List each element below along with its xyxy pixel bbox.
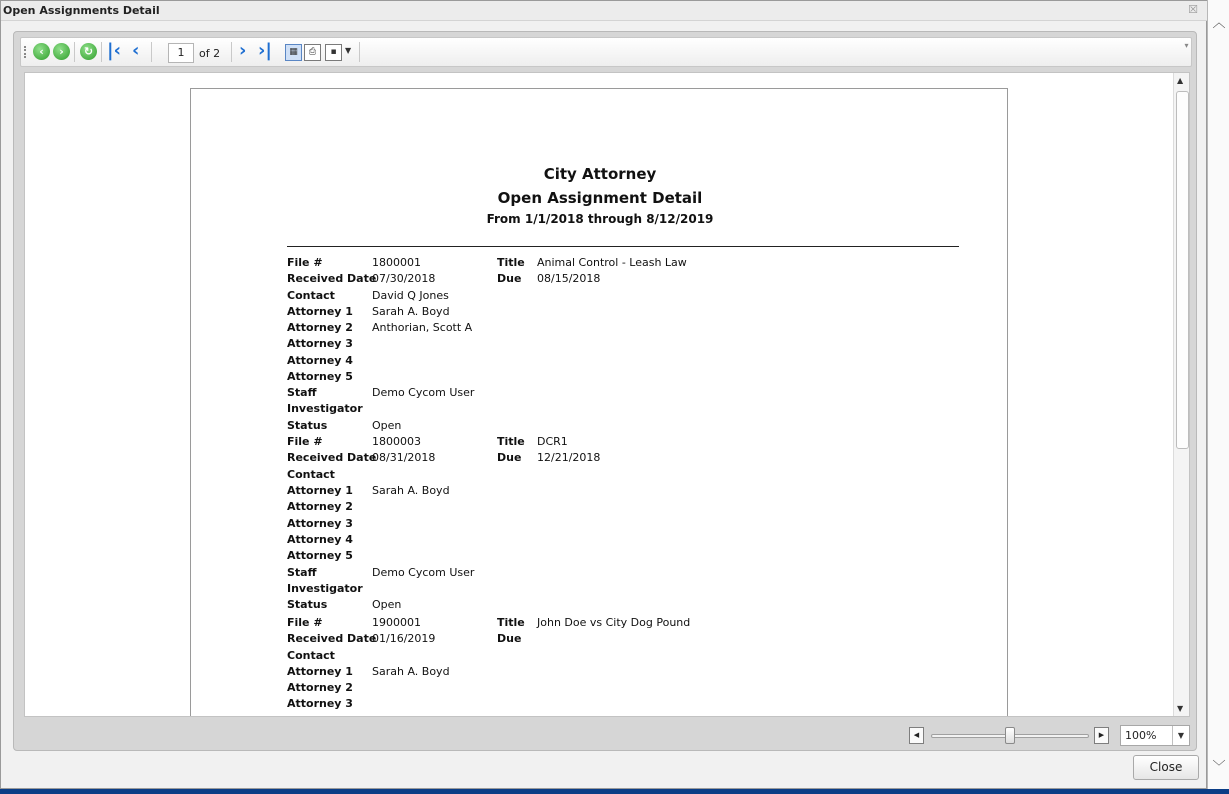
field-label: Attorney 1 xyxy=(287,484,353,497)
viewer-bottom-bar xyxy=(14,722,1198,750)
report-content-area[interactable] xyxy=(24,72,1190,717)
toolbar-separator xyxy=(359,42,360,62)
field-value: 08/31/2018 xyxy=(372,451,436,464)
field-label: File # xyxy=(287,616,323,629)
zoom-slider[interactable] xyxy=(909,727,1109,744)
refresh-icon[interactable]: ↻ xyxy=(80,43,97,60)
last-page-icon[interactable]: ›| xyxy=(258,40,272,61)
next-page-icon[interactable]: › xyxy=(239,40,247,61)
previous-page-icon[interactable]: ‹ xyxy=(132,40,140,61)
field-label: Title xyxy=(497,256,525,269)
field-label: Contact xyxy=(287,649,335,662)
field-label: Attorney 5 xyxy=(287,370,353,383)
zoom-slider-thumb[interactable] xyxy=(1005,727,1015,744)
field-label: Attorney 5 xyxy=(287,549,353,562)
field-label: Status xyxy=(287,419,328,432)
field-label: Attorney 1 xyxy=(287,665,353,678)
field-label: Investigator xyxy=(287,582,363,595)
field-label: Status xyxy=(287,598,328,611)
field-label: Received Date xyxy=(287,632,377,645)
field-value: Demo Cycom User xyxy=(372,566,475,579)
field-value: John Doe vs City Dog Pound xyxy=(537,616,691,629)
field-value: 01/16/2019 xyxy=(372,632,436,645)
field-value: 08/15/2018 xyxy=(537,272,601,285)
field-label: Due xyxy=(497,272,522,285)
report-subtitle: Open Assignment Detail xyxy=(497,189,703,207)
field-label: Contact xyxy=(287,468,335,481)
field-label: Due xyxy=(497,632,522,645)
zoom-in-arrow-icon[interactable]: ▶ xyxy=(1094,727,1109,744)
report-date-range: From 1/1/2018 through 8/12/2019 xyxy=(486,212,714,226)
field-value: Anthorian, Scott A xyxy=(372,321,473,334)
report-viewer xyxy=(13,31,1197,751)
field-value: Open xyxy=(372,598,402,611)
field-label: Due xyxy=(497,451,522,464)
field-label: Title xyxy=(497,435,525,448)
field-label: Title xyxy=(497,616,525,629)
field-value: Demo Cycom User xyxy=(372,386,475,399)
field-value: 1900001 xyxy=(372,616,421,629)
field-value: 1800001 xyxy=(372,256,421,269)
field-label: Attorney 3 xyxy=(287,337,353,350)
field-label: Attorney 3 xyxy=(287,517,353,530)
field-value: 1800003 xyxy=(372,435,421,448)
dialog-titlebar xyxy=(1,1,1208,21)
field-label: Contact xyxy=(287,289,335,302)
field-value: Sarah A. Boyd xyxy=(372,484,450,497)
field-label: Attorney 1 xyxy=(287,305,353,318)
content-scrollbar[interactable] xyxy=(1173,73,1190,716)
field-label: Investigator xyxy=(287,402,363,415)
scroll-thumb[interactable] xyxy=(1176,91,1189,449)
close-button[interactable]: Close xyxy=(1133,755,1199,780)
viewer-toolbar xyxy=(20,37,1192,67)
zoom-value: 100% xyxy=(1125,729,1157,742)
chevron-down-icon[interactable]: ﹀ xyxy=(1212,760,1226,775)
field-value: 07/30/2018 xyxy=(372,272,436,285)
page-scrollbar[interactable] xyxy=(1207,0,1229,789)
toolbar-grip-icon[interactable] xyxy=(24,46,26,58)
back-icon[interactable]: ‹ xyxy=(33,43,50,60)
field-label: Attorney 3 xyxy=(287,697,353,710)
report-page xyxy=(190,88,1008,717)
field-value: Animal Control - Leash Law xyxy=(537,256,687,269)
field-value: Sarah A. Boyd xyxy=(372,305,450,318)
report-divider xyxy=(287,246,959,247)
dialog-title: Open Assignments Detail xyxy=(3,4,160,17)
forward-icon[interactable]: › xyxy=(53,43,70,60)
scroll-up-icon[interactable]: ▲ xyxy=(1177,76,1184,85)
toolbar-separator xyxy=(151,42,152,62)
field-label: File # xyxy=(287,435,323,448)
field-label: Received Date xyxy=(287,272,377,285)
field-label: Staff xyxy=(287,386,317,399)
chevron-down-icon[interactable]: ▼ xyxy=(1172,726,1189,745)
field-value: 12/21/2018 xyxy=(537,451,601,464)
field-value: Open xyxy=(372,419,402,432)
toolbar-overflow-icon[interactable]: ▾ xyxy=(1184,41,1189,50)
field-label: Received Date xyxy=(287,451,377,464)
toolbar-separator xyxy=(74,42,75,62)
field-label: Attorney 2 xyxy=(287,321,353,334)
first-page-icon[interactable]: |‹ xyxy=(107,40,121,61)
dialog-close-icon[interactable]: ☒ xyxy=(1188,3,1198,16)
zoom-out-arrow-icon[interactable]: ◀ xyxy=(909,727,924,744)
field-value: David Q Jones xyxy=(372,289,449,302)
field-label: File # xyxy=(287,256,323,269)
chevron-up-icon[interactable]: ︿ xyxy=(1212,16,1226,31)
toolbar-separator xyxy=(101,42,102,62)
print-icon[interactable]: ⎙ xyxy=(304,44,321,61)
field-label: Attorney 4 xyxy=(287,533,353,546)
page-count-label: of 2 xyxy=(199,47,221,60)
toolbar-separator xyxy=(231,42,232,62)
field-value: Sarah A. Boyd xyxy=(372,665,450,678)
zoom-select[interactable] xyxy=(1120,725,1190,746)
field-value: DCR1 xyxy=(537,435,568,448)
scroll-down-icon[interactable]: ▼ xyxy=(1177,704,1184,713)
field-label: Attorney 2 xyxy=(287,681,353,694)
field-label: Attorney 2 xyxy=(287,500,353,513)
field-label: Staff xyxy=(287,566,317,579)
report-title: City Attorney xyxy=(543,165,657,183)
field-label: Attorney 4 xyxy=(287,354,353,367)
save-icon[interactable]: ▪ xyxy=(325,44,342,61)
page-number-input[interactable]: 1 xyxy=(168,43,194,63)
print-layout-icon[interactable]: ▦ xyxy=(285,44,302,61)
save-dropdown-icon[interactable]: ▼ xyxy=(345,46,352,55)
